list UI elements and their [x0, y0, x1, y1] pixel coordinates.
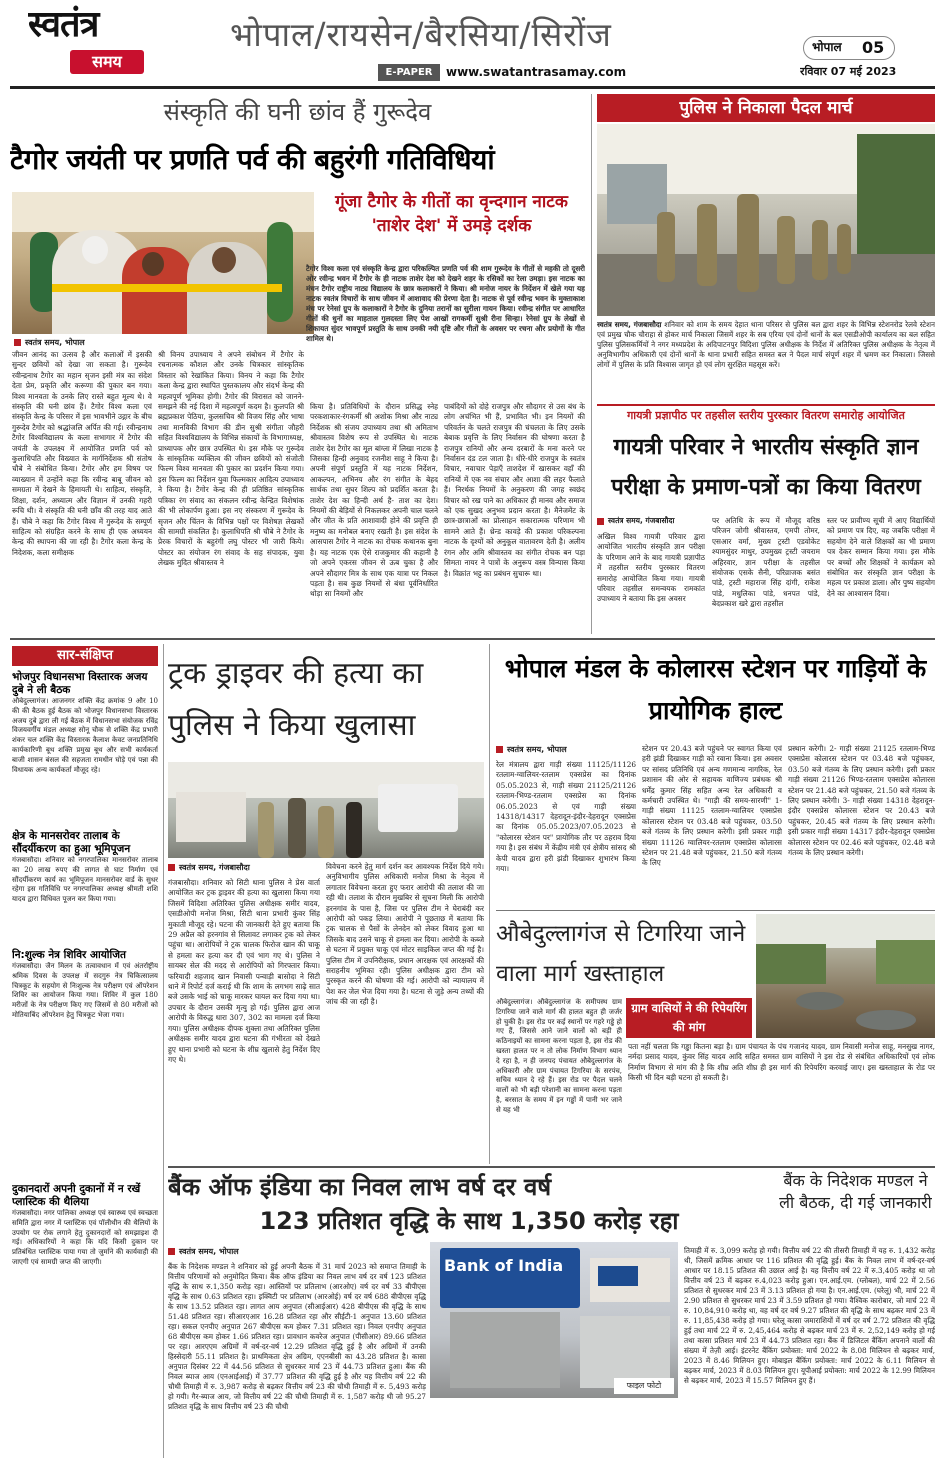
bank-col-1b-fill — [430, 1400, 678, 1458]
station-byline: स्वतंत्र समय, भोपाल — [496, 744, 636, 756]
road-photo — [756, 914, 935, 1038]
gayatri-col-1: अखिल विश्व गायत्री परिवार द्वारा आयोजित भारतीय संस्कृति ज्ञान परीक्षा के परिणाम आने के बाद गायत्री प्रज्ञापीठ में तहसील स्तरीय पुरस्कार वितरण समारोह आयोजित किया गया। गायत्री परिवार तहसील समन्वयक रामकांत उपाध्याय ने बताया कि इस अवसर — [597, 532, 705, 604]
march-caption-text: शनिवार को शाम के समय देहात थाना परिसर से पुलिस बल द्वारा शहर के विभिन्न स्टेशनरोड रेलवे स्टेशन एवं प्रमुख चौक चौराहा से होकर मार्च निकाला जिसमें शहर के सब एरिया एवं दोनों थानों के बल एसडीओपी कार्यालय का बल सहित पुलिस पुलिसकर्मियों ने नगर मध्यप्रदेश के अदिपाटनपुर विदिशा पुलिस अधीक्षक के निर्देश में अतिरिक्त पुलिस अधीक्षक के नेतृत्व में अनुविभागीय अधिकारी एवं दोनों थानों के थाना प्रभारी सहित समस्त बल ने पैदल मार्च संपूर्ण शहर में भ्रमण कर निकाला। जिससे लोगों में पुलिस के प्रति विश्वास जागृत हो एवं लोग सुरक्षित महसूस करें। — [597, 320, 935, 369]
tagore-photo — [12, 192, 314, 334]
bank-photo — [430, 1242, 678, 1398]
road-subhead: ग्राम वासियों ने की रिपेयरिंग की मांग — [626, 998, 752, 1038]
tagore-subhead: गूंजा टैगोर के गीतों का वृन्दगान नाटक 'ताशेर देश' में उमड़े दर्शक — [335, 192, 568, 236]
bank-byline: स्वतंत्र समय, भोपाल — [168, 1246, 318, 1258]
brief-4-head: दुकानदारों अपनी दुकानों में न रखें प्लास्टिक की थैलिया — [12, 1183, 141, 1208]
page-tag — [803, 36, 895, 60]
bank-col-2: तिमाही में रु. 3,099 करोड़ हो गयी। वित्तीय वर्ष 22 की तीसरी तिमाही में यह रु. 1,432 करोड़ थी, जिसमें क्रमिक आधार पर 116 प्रतिशत की वृद्धि हुई। बैंक के निवल लाभ में वर्ष-दर-वर्ष आधार पर 18.15 प्रतिशत की उछाल आई है। यह वित्तीय वर्ष 22 में रु.3,405 करोड़ था जो वित्तीय वर्ष 23 में बढ़कर रु.4,023 करोड़ हुआ। एन.आई.एम. (ग्लोबल), मार्च 22 में 2.56 प्रतिशत से सुधरकर मार्च 23 में 3.13 प्रतिशत हो गया है। एन.आई.एम. (घरेलू) भी, मार्च 22 में 2.90 प्रतिशत से सुधरकर मार्च 23 में 3.59 प्रतिशत हो गया। वैश्विक कारोबार, जो मार्च 22 में रु. 10,84,910 करोड़ था, वह वर्ष दर वर्ष 9.27 प्रतिशत की वृद्धि के साथ बढ़कर मार्च 23 में रु. 11,85,438 करोड़ हो गया। घरेलू कासा जमाराशियों में वर्ष दर वर्ष 2.72 प्रतिशत की वृद्धि हुई तथा मार्च 22 में रु. 2,45,464 करोड़ से बढ़कर मार्च 23 में रु. 2,52,149 करोड़ हो गई तथा कासा प्रतिशत मार्च 23 में 44.73 प्रतिशत रहा। बैंक में डिजिटल बैंकिंग अपनाने वालों की संख्या में तेज़ी आई। इंटरनेट बैंकिंग प्रयोक्ता: मार्च 2022 के 8.08 मिलियन से बढ़कर मार्च, 2023 में 8.46 मिलियन हुए। मोबाइल बैंकिंग प्रयोक्ता: मार्च 2022 के 6.11 मिलियन से बढ़कर मार्च, 2023 में 8.03 मिलियन हुए। यूपीआई प्रयोक्ता: मार्च 2022 के 12.99 मिलियन से बढ़कर मार्च, 2023 में 15.57 मिलियन हुए हैं। — [684, 1246, 935, 1385]
issue-date: रविवार 07 मई 2023 — [800, 65, 897, 78]
briefs-title: सार-संक्षिप्त — [12, 646, 158, 666]
brief-1-head: भोजपुर विधानसभा विस्तारक अजय दुबे ने ली बैठक — [12, 671, 148, 696]
epaper-bar — [378, 64, 788, 81]
bank-col-1: बैंक के निदेशक मण्डल ने शनिवार को हुई अपनी बैठक में 31 मार्च 2023 को समाप्त तिमाही के वित्तीय परिणामों को अनुमोदित किया। बैंक ऑफ इंडिया का निवल लाभ वर्ष दर वर्ष 123 प्रतिशत वृद्धि के साथ रु.1,350 करोड़ रहा। आस्तियों पर प्रतिलाभ (आरओए) वर्ष दर वर्ष 33 बीपीएस वृद्धि के साथ 0.63 प्रतिशत रहा। इक्विटी पर प्रतिलाभ (आरओई) वर्ष दर वर्ष 688 बीपीएस वृद्धि के साथ 13.52 प्रतिशत रहा। लागत आय अनुपात (सीआईआर) 428 बीपीएस की वृद्धि के साथ 51.48 प्रतिशत रहा। सीआरएआर 16.28 प्रतिशत रहा और सीईटी-1 अनुपात 13.60 प्रतिशत रहा। सकल एनपीए अनुपात 267 बीपीएस कम होकर 7.31 प्रतिशत रहा। निवल एनपीए अनुपात 68 बीपीएस कम होकर 1.66 प्रतिशत रहा। प्रावधान कवरेज अनुपात (पीसीआर) 89.66 प्रतिशत पर रहा। आरएएम अग्रिमों में वर्ष-दर-वर्ष 12.29 प्रतिशत वृद्धि हुई है और अग्रिमों में उनकी हिस्सेदारी 55.11 प्रतिशत है। प्राथमिकता क्षेत्र अग्रिम, एएनबीसी का 43.28 प्रतिशत है। कासा अनुपात दिसंबर 22 में 44.56 प्रतिशत से सुधरकर मार्च 23 में 44.73 प्रतिशत हुआ। बैंक की निवल ब्याज आय (एनआईआई) में 37.77 प्रतिशत की वृद्धि हुई है और यह वित्तीय वर्ष 22 की चौथी तिमाही में रु. 3,987 करोड़ से बढ़कर वित्तीय वर्ष 23 की चौथी तिमाही में रु. 5,493 करोड़ हो गयी। गैर-ब्याज आय, जो वित्तीय वर्ष 22 की चौथी तिमाही में रु. 1,587 करोड़ थी जो 95.27 प्रतिशत वृद्धि के साथ वित्तीय वर्ष 23 की चौथी — [168, 1262, 426, 1411]
bank-headline: बैंक ऑफ इंडिया का निवल लाभ वर्ष दर वर्ष 123 प्रतिशत वृद्धि के साथ 1,350 करोड़ रहा — [168, 1173, 679, 1235]
tagore-kicker: संस्कृति की घनी छांव हैं गुरूदेव — [163, 98, 432, 126]
epaper-label: E-PAPER — [378, 64, 440, 81]
gayatri-col-3: स्तर पर प्रावीण्य सूची में आए विद्यार्थियों को प्रमाण पत्र दिए, वह जबकि परीक्षा में सहयोग देने वाले शिक्षकों का भी प्रमाण पत्र देकर सम्मान किया गया। इस मौके पर बच्चों और शिक्षकों ने कार्यक्रम को संबोधित कर संस्कृति ज्ञान परीक्षा के महत्व पर प्रकाश डाला। और पुष्प सहयोग देने का आश्वासन दिया। — [827, 516, 935, 598]
logo-top: स्वतंत्र — [28, 4, 99, 45]
tagore-byline: स्वतंत्र समय, भोपाल — [14, 337, 304, 349]
tagore-col-3: किया है। प्रतिविधियों के दौरान प्रसिद्ध स्नेह परकशाकार-रंगकर्मी श्री अशोक मिश्रा और नाट्य निर्देशक श्री संजय उपाध्याय तथा श्री अमिताभ श्रीवास्तव विशेष रूप से उपस्थित थे। नाटक ताशेर देश टैगोर का मूल बांग्ला में लिखा नाटक है जिसका हिन्दी अनुवाद रजनीश साहू ने किया है। अपनी संपूर्ण प्रस्तुति में यह नाटक निर्देशन, आकल्पन, अभिनय और रंग संगीत के बेहद सार्थक तथा सुघर शिल्प को प्रदर्शित करता है। ताशेर देश का हिन्दी अर्थ है- ताश का देश। नियमों की बेड़ियों से निकलकर अपनी चाल चलने और जीत के प्रति आशावादी होने की प्रवृत्ति ही मनुष्य का मनोबल बनाए रखती है। इस संदेश के आसपास टैगोर ने नाटक का रोचक कथानक बुना है। यह नाटक एक ऐसे राजकुमार की कहानी है जो अपने एकरस जीवन से ऊब चुका है और अपने सौदागर मित्र के साथ एक यात्रा पर निकल पड़ता है। सब कुछ नियमों से बंधा पूर्वनिर्धारित थोड़ा सा नियमों और — [310, 402, 438, 599]
brief-1-text: औबेदुल्लागंज। आजनगर शक्ति केंद्र क्रमांक 9 और 10 की की बैठक हुई बैठक को भोजपुर विधानसभा विस्तारक अजय दुबे द्वारा ली गई बैठक में विधानसभा संयोजक रविंद्र विजयवर्गीय मंडल अध्यक्ष सोनू चौक से शक्ति केंद्र प्रभारी शंकर चल शक्ति केंद्र विस्तारक कैलाश केवट जनप्रतिनिधि कार्यकारिणी बूथ शक्ति प्रमुख बूथ और सभी कार्यकर्ता बाजी शासन बंसल की सहजता रामधीन घोड़े एवं पन्ना की विधायक अन्य कार्यकर्ता मौजूद रहे। — [12, 697, 158, 774]
brief-3-head: नि:शुल्क नेत्र शिविर आयोजित — [12, 949, 127, 961]
brief-4-text: गंजबासौदा। नगर पालिका अध्यक्ष एवं स्वास्थ्य एवं स्वच्छता समिति द्वारा नगर में प्लास्टिक एवं पॉलीथीन की थैलियों के उपयोग पर रोक लगाने हेतु दुकानदारों को समझाइश दी गई। अधिकारियों ने कहा कि यदि किसी दुकान पर प्रतिबंधित प्लास्टिक पाया गया तो जुर्माने की कार्यवाही की जाएगी एवं सामग्री जप्त की जाएगी। — [12, 1209, 158, 1266]
bank-sign-text: Bank of India — [444, 1256, 564, 1275]
tagore-headline: टैगोर जयंती पर प्रणति पर्व की बहुरंगी गतिविधियां — [10, 143, 495, 176]
brief-2-text: गंजबासौदा। शनिवार को नगरपालिका मानसरोवर तालाब का 20 लाख रुपए की लागत से घाट निर्माण एवं सौंदर्यीकरण कार्य का भूमिपूजन मानसरोवर वार्ड के सुधर रहेगा इस गतिविधि पर नगरपालिका अध्यक्ष श्रीमती शशि यादव द्वारा विधिवत पूजन कर किया गया। — [12, 856, 158, 904]
march-title-bar: पुलिस ने निकाला पैदल मार्च — [597, 94, 935, 122]
brief-3-text: गंजबासौदा। जैन मिलन के तत्वावधान में एवं अंतर्राष्ट्रीय श्रमिक दिवस के उपलक्ष में सदगुरु नेत्र चिकित्सालय चित्रकूट के सहयोग से निःशुल्क नेत्र परीक्षण एवं ऑपरेशन शिविर का आयोजन किया गया। शिविर में कुल 180 मरीजों के नेत्र परीक्षण किए गए जिसमें से 80 मरीजों को मोतियाबिंद ऑपरेशन हेतु चित्रकूट भेजा गया। — [12, 962, 158, 1019]
march-caption-byline: स्वतंत्र समय, गंजबासौदा — [597, 320, 662, 329]
logo-bottom: समय — [70, 50, 144, 74]
station-col-2: स्टेशन पर 20.43 बजे पहुंचने पर स्वागत किया एवं हरी झंडी दिखाकर गाड़ी को रवाना किया। इस अवसर पर सांसद प्रतिनिधि एवं अन्य गणमान्य नागरिक, रेल प्रशासन की ओर से सहायक वाणिज्य प्रबंधक श्री धर्मेंद्र कुमार सिंह सहित अन्य रेल अधिकारी व कर्मचारी उपस्थित थे। "गाड़ी की समय-सारणी" 1- गाड़ी संख्या 11125 रतलाम-ग्वालियर एक्सप्रेस कोलारस स्टेशन पर 03.48 बजे पहुंचकर, 03.50 बजे गंतव्य के लिए प्रस्थान करेगी। इसी प्रकार गाड़ी संख्या 11126 ग्वालियर-रतलाम एक्सप्रेस कोलारस स्टेशन पर 21.48 बजे पहुंचकर, 21.50 बजे गंतव्य के लिए — [642, 744, 782, 868]
station-col-3: प्रस्थान करेगी। 2- गाड़ी संख्या 21125 रतलाम-भिण्ड एक्सप्रेस कोलारस स्टेशन पर 03.48 बजे पहुंचकर, 03.50 बजे गंतव्य के लिए प्रस्थान करेगी। इसी प्रकार गाड़ी संख्या 21126 भिण्ड-रतलाम एक्सप्रेस कोलारस स्टेशन पर 21.48 बजे पहुंचकर, 21.50 बजे गंतव्य के लिए प्रस्थान करेगी। 3- गाड़ी संख्या 14318 देहरादून-इंदौर एक्सप्रेस कोलारस स्टेशन पर 20.43 बजे पहुंचकर, 20.45 बजे गंतव्य के लिए प्रस्थान करेगी। इसी प्रकार गाड़ी संख्या 14317 इंदौर-देहरादून एक्सप्रेस कोलारस स्टेशन पर 02.46 बजे पहुंचकर, 02.48 बजे गंतव्य के लिए प्रस्थान करेगी। — [788, 744, 935, 858]
tagore-intro: टैगोर विश्व कला एवं संस्कृति केन्द्र द्वारा परिकल्पित प्रणति पर्व की शाम गुरूदेव के गीतों से महकी तो दूसरी ओर रवीन्द्र भवन में टैगोर के ही नाटक ताशेर देश को देखने शहर के रसिकों का रेला उमड़ा। इस नाटक का मंचन टैगोर राष्ट्रीय नाट्य विद्यालय के छात्र कलाकारों ने किया। श्री मनोज नायर के निर्देशन में खेले गया यह नाटक स्वतंत्र विचारों के साथ जीवन में आशावाद की प्रेरणा देता है। नाटक से पूर्व रवीन्द्र भवन के मुक्ताकाश मंच पर रेनेसां ग्रुप के कलाकारों ने टैगोर के दुनिया तरानों का सुरीला गायन किया। रवीन्द्र संगीत पर आधारित गीतों की धुनों का माहताल गुलदस्ता लिए पेश आखों रागकर्मी सुश्री रीना सिन्हा। रेनेसां ग्रुप के लेखों से शिकायत सुंदर भावपूर्ण प्रस्तुति के साथ उनकी नयी दृष्टि और गीतों के अवसर पर रचना और प्रयोगों के गीत शामिल थे। — [306, 264, 585, 343]
gayatri-col-2: पर अतिथि के रूप में मौजूद वरिष्ठ परिजन जोगी श्रीवास्तव, एमपी तोमर, एसआर वर्मा, मुख्य ट्रस्टी एडवोकेट श्यामसुंदर माथुर, उपमुख्य ट्रस्टी जयराम अहिरवार, ज्ञान परीक्षा के तहसील संयोजक एसके सैनी, परिव्राजक बसंत पांडे, ट्रस्टी महाराज सिंह दांगी, राकेश पांडे, मधुलिका पांडे, धनपत पांडे, बेदप्रकाश खरे द्वारा तहसील — [712, 516, 820, 609]
masthead — [0, 0, 945, 90]
truck-col-2: विवेचना करने हेतु मार्ग दर्शन कर आवश्यक निर्देश दिये गये। अनुविभागीय पुलिस अधिकारी मनोज मिश्रा के नेतृत्व में लगातार विवेचना करता हुए फरार आरोपी की तलाश की जा रही थी। तलाश के दौरान मुखबिर से सूचना मिली कि आरोपी हरनगांव के पास है, जिस पर पुलिस टीम ने घेराबंदी कर आरोपी को पकड़ लिया। आरोपी ने पूछताछ में बताया कि ट्रक चालक से पैसों के लेनदेन को लेकर विवाद हुआ था जिसके बाद उसने चाकू से हमला कर दिया। आरोपी के कब्जे से घटना में प्रयुक्त चाकू एवं मोटर साइकिल जप्त की गई है। पुलिस टीम में उपनिरीक्षक, प्रधान आरक्षक एवं आरक्षकों की सराहनीय भूमिका रही। पुलिस अधीक्षक द्वारा टीम को पुरस्कृत करने की घोषणा की गई। आरोपी को न्यायालय में पेश कर जेल भेज दिया गया है। घटना से जुड़े अन्य तथ्यों की जांच की जा रही है। — [326, 862, 484, 1007]
gayatri-kicker: गायत्री प्रज्ञापीठ पर तहसील स्तरीय पुरस्कार वितरण समारोह आयोजित — [597, 404, 935, 424]
truck-byline: स्वतंत्र समय, गंजबासौदा — [168, 862, 318, 874]
truck-photo — [168, 762, 484, 858]
tagore-col-1: जीवन आनंद का उत्सव है और कलाओं में इसकी सुन्दर छवियों को देखा जा सकता है। गुरूदेव रवीन्द्रनाथ टैगोर का महान सृजन इसी मंत्र का संदेश देता प्रेम, प्रकृति और करूणा की पुकार बन गया। विश्व मानवता के उनके लिए रास्ते बहुत मूल्य थे। वे संस्कृति की घनी छांव हैं। टैगोर विश्व कला एवं संस्कृति केन्द्र के परिसर में इस भावभीने उद्गार के बीच गुरूदेव टैगोर को श्रद्धांजलि अर्पित की गई। रवीन्द्रनाथ टैगोर विश्वविद्यालय के कला सभागार में टैगोर की जयंती के उपलक्ष्य में आयोजित प्रणति पर्व को कुलाधिपति और विख्यात के मार्गनिर्देशक श्री संतोष चौबे ने संबोधित किया। टैगोर और हम विषय पर व्याख्यान में उन्होंने कहा कि रवीन्द्र बाबू जीवन को समग्रता में देखने के हिमायती थे। साहित्य, संस्कृति, शिक्षा, दर्शन, अध्यात्म और विज्ञान में उनकी गहरी रूचि थी। वे संस्कृति की घनी छाँव की तरह याद आते हैं। चौबे ने कहा कि टैगोर विश्व में गुरूदेव के सम्पूर्ण साहित्य को संग्रहित करने के साथ ही एक अध्ययन केन्द्र की स्थापना की जा रही है। टैगोर कला केन्द्र के निदेशक, कला समीक्षक — [12, 350, 152, 557]
truck-col-1: गंजबासौदा। शनिवार को सिटी थाना पुलिस ने प्रेस वार्ता आयोजित कर ट्रक ड्राइवर की हत्या का खुलासा किया गया जिसमें विदिशा अतिरिक्त पुलिस अधीक्षक समीर यादव, एसडीओपी मनोज मिश्रा, सिटी थाना प्रभारी कुंवर सिंह मुकाती मौजूद रहे। घटना की जानकारी देते हुए बताया कि 29 अप्रैल को हरनगांव से सिलावट लगाकर ट्रक को लेकर पहुंचा था। आरोपियों ने ट्रक चालक फिरोज खान की चाकू से हमला कर हत्या कर दी एवं भाग गए थे। पुलिस ने सायबर सेल की मदद से आरोपियों को गिरफ्तार किया। फरियादी शहजाद खान निवासी पन्वाड़ी बासोदा ने सिटी थाने में रिपोर्ट दर्ज कराई थी कि शाम के लगभग साढ़े सात बजे उसके भाई को चाकू मारकर घायल कर दिया गया था। उपचार के दौरान उसकी मृत्यु हो गई। पुलिस द्वारा आज आरोपी के विरुद्ध धारा 307, 302 का मामला दर्ज किया गया। पुलिस अधीक्षक दीपक शुक्ला तथा अतिरिक्त पुलिस अधीक्षक समीर यादव द्वारा घटना की गंभीरता को देखते हुए थाना प्रभारी को घटना के शीघ्र खुलासे हेतु निर्देश दिए गए थे। — [168, 878, 320, 1064]
brief-2-head: क्षेत्र के मानसरोवर तालाब के सौंदर्यीकरण का हुआ भूमिपूजन — [12, 830, 131, 855]
march-caption — [597, 320, 935, 390]
page-city: भोपाल — [812, 40, 842, 54]
road-col-2: पता नहीं चलता कि गड्ढा कितना बड़ा है। ग्राम पंचायत के पंच गजानंद यादव, ग्राम निवासी मनोज साहू, मनसुख नागर, नर्मदा प्रसाद यादव, कुंवर सिंह यादव आदि सहित समस्त ग्राम वासियों ने इस रोड से संबंधित अधिकारियों एवं लोक निर्माण विभाग से मांग की है कि शीघ्र अति शीघ्र ही इस मार्ग की रिपेयरिंग करवाई जाए। इस खस्ताहाल के रोड पर किसी भी दिन बड़ी घटना हो सकती है। — [628, 1042, 935, 1083]
station-headline: भोपाल मंडल के कोलारस स्टेशन पर गाड़ियों के प्रायोगिक हाल्ट — [504, 654, 927, 725]
bank-side-head: बैंक के निदेशक मण्डल ने ली बैठक, दी गई जानकारी — [779, 1171, 932, 1212]
truck-headline: ट्रक ड्राइवर की हत्या का पुलिस ने किया खुलासा — [168, 656, 424, 743]
gayatri-byline: स्वतंत्र समय, गंजबासौदा — [597, 516, 707, 528]
website-link[interactable]: www.swatantrasamay.com — [446, 65, 627, 79]
station-col-1: रेल मंत्रालय द्वारा गाड़ी संख्या 11125/11126 रतलाम-ग्वालियर-रतलाम एक्सप्रेस का दिनांक 05.05.2023 से, गाड़ी संख्या 21125/21126 रतलाम-भिण्ड-रतलाम एक्सप्रेस का दिनांक 06.05.2023 से एवं गाड़ी संख्या 14318/14317 देहरादून-इंदौर-देहरादून एक्सप्रेस का दिनांक 05.05.2023/07.05.2023 से "कोलारस स्टेशन पर" प्रायोगिक तौर पर ठहराव दिया गया है। इस संबंध में केंद्रीय मंत्री एवं क्षेत्रीय सांसद श्री केपी यादव द्वारा हरी झंडी दिखाकर शुभारंभ किया गया। — [496, 760, 636, 874]
road-col-1: औबेदुल्लागंज। औबेदुल्लागंज के समीपस्थ ग्राम टिगरिया जाने वाले मार्ग की हालत बहुत ही जर्जर हो चुकी है। इस रोड पर कई स्थानों पर गहरे गड्ढे हो गए हैं, जिससे आने जाने वालों को बड़ी ही कठिनाइयों का सामना करना पड़ता है, इस रोड की खस्ता हालत पर न तो लोक निर्माण विभाग ध्यान दे रहा है, न ही जनपद पंचायत औबेदुल्लागंज के अधिकारी और ग्राम पंचायत टिगरिया के सरपंच, सचिव ध्यान दे रहे हैं। इस रोड पर पैदल चलने वालों को भी बड़ी परेशानी का सामना करना पड़ता है, बरसात के समय में इन गड्ढों में पानी भर जाने से यह भी — [496, 998, 622, 1114]
road-headline: औबेदुल्लागंज से टिगरिया जाने वाला मार्ग खस्ताहाल — [496, 921, 746, 987]
bank-photo-credit: फाइल फोटो — [614, 1378, 674, 1394]
edition-title: भोपाल/रायसेन/बैरसिया/सिरोंज — [230, 15, 612, 54]
tagore-col-4: पाबंदियों को दोहे राजपुत्र और सौदागर से उस बंध के लोग अचंभित भी हैं, प्रभावित भी। इन नियमों की परिवर्तन के चलते राजपुत्र की चंचलता के लिए उसके बेबाक प्रवृत्ति के लिए निर्वासन की घोषणा करता है राजपुत्र रानियों और अन्य दरबारों के मना करने पर निर्वासन दंड टल जाता है। धीरे-धीरे राजपुत्र के स्वतंत्र विचार, नवाचार पेड़ाएँ ताशदेश में खासकर वहाँ की रानियों में एक नव संचार और आशा की लहर फैलाते हैं। निरर्थक नियमों के अनुकरण की जगह स्वछंद विचार को रख पाने का अधिकार ही मानव और समाज को एक सुखद अनुभव प्रदान करता है। मैनेजमेंट के छात्र-छात्राओं का प्रोत्साहन सकारात्मक परिणाम भी सामने आते हैं। थ्रेन्ड कावड़े की प्रकाश परिकल्पना नाटक के दृश्यों को अनुकूल वातावरण देती है। अलीय रंगन और अमि श्रीवास्तव का संगीत रोचक बन पड़ा सिमता नायर ने पात्रों के अनुरूप वस्त्र विन्यास किया है। विक्रांत भट्ट का प्रबंधन सुचारू था। — [444, 402, 585, 578]
gayatri-headline: गायत्री परिवार ने भारतीय संस्कृति ज्ञान परीक्षा के प्रमाण-पत्रों का किया वितरण — [611, 435, 921, 500]
briefs-sidebar — [12, 646, 158, 1458]
tagore-col-2: श्री विनय उपाध्याय ने अपने संबोधन में टैगोर के रचनात्मक कौशल और उनके चित्रकार सांस्कृतिक विस्तार को रेखांकित किया। विनय ने कहा कि टैगोर कला केन्द्र द्वारा स्थापित पुस्तकालय और संदर्भ केन्द्र की महत्वपूर्ण भूमिका होगी। टैगोर की विरासत को जानने-समझने की नई दिशा में महत्वपूर्ण कदम है। कुलपति श्री ब्रह्मप्रकाश पेठिया, कुलसचिव श्री विजय सिंह और भाषा तथा मानविकी विभाग की डीन सुश्री संगीता जौहरी सहित विश्वविद्यालय के विभिन्न संकायों के विभागाध्यक्ष, प्राध्यापक और छात्र उपस्थित थे। इस मौके पर गुरूदेव के सांस्कृतिक व्यक्तित्व की जीवन छवियों को संजोती फिल्म विश्व मानवता की पुकार का प्रदर्शन किया गया। इस फिल्म का निर्देशन युवा फिल्मकार आदित्य उपाध्याय ने किया है। टैगोर केन्द्र की ही प्रतिष्ठित सांस्कृतिक पत्रिका रंग संवाद का संकलन रवीन्द्र केन्द्रित विशेषांक की भी लोकार्पण हुआ। इस नए संस्करण में गुरूदेव के सृजन और चिंतन के विभिन्न पक्षों पर विशेषज्ञ लेखकों की सामग्री संकलित है। कुलाधिपति श्री चौबे ने टैगोर के प्रेरक विचारों के बहुरंगी लघु पोस्टर भी जारी किये। पोस्टर का संयोजन रंग संवाद के सह संपादक, युवा लेखक मुदित श्रीवास्तव ने — [158, 350, 304, 568]
march-photo — [597, 124, 935, 316]
bank-col-1b — [430, 1400, 678, 1458]
page-number: 05 — [862, 38, 885, 57]
